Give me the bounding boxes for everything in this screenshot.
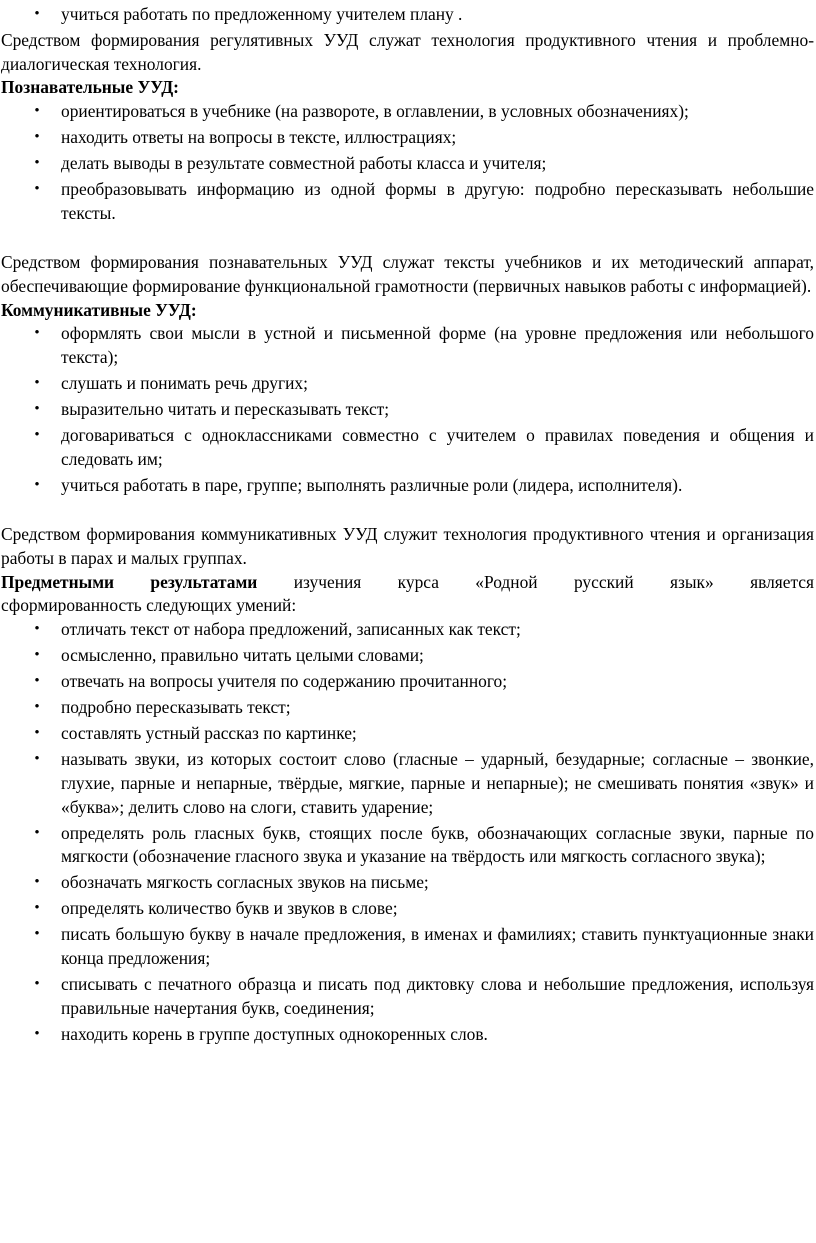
subject-results-intro-text: изучения курса «Родной русский язык» является	[293, 571, 814, 592]
list-item	[1, 644, 814, 668]
cognitive-list	[1, 100, 814, 225]
list-item	[1, 398, 814, 422]
bullet-icon: •	[34, 374, 40, 391]
communicative-means-paragraph: Средством формирования коммуникативных УУД служит технология продуктивного чтения и организация работы в парах и малых группах.	[1, 524, 814, 569]
list-item-text: списывать с печатного образца и писать под диктовку слова и небольшие предложения, используя правильные начертания букв, соединения;	[61, 974, 814, 1018]
list-item-text: обозначать мягкость согласных звуков на письме;	[61, 872, 429, 893]
list-item-text: составлять устный рассказ по картинке;	[61, 723, 357, 744]
bullet-icon: •	[34, 900, 40, 917]
list-item	[1, 973, 814, 1020]
list-item	[1, 178, 814, 225]
bullet-icon: •	[34, 824, 40, 841]
list-item	[1, 897, 814, 921]
list-item-text: находить ответы на вопросы в тексте, иллюстрациях;	[61, 126, 457, 147]
list-item-text: ориентироваться в учебнике (на развороте, в оглавлении, в условных обозначениях);	[61, 100, 689, 121]
list-item-text: выразительно читать и пересказывать текст;	[61, 399, 390, 419]
bullet-icon: •	[34, 181, 40, 198]
subject-results-intro-continued: сформированность следующих умений:	[1, 595, 297, 616]
cognitive-means-paragraph: Средством формирования познавательных УУД служат тексты учебников и их методический аппарат, обеспечивающие формирование функциональной грамотности (первичных навыков работы с информацией).	[1, 252, 814, 297]
list-item-text: договариваться с одноклассниками совместно с учителем о правилах поведения и общения и следовать им;	[61, 425, 814, 469]
bullet-icon: •	[34, 620, 40, 637]
subject-list	[1, 618, 814, 1047]
list-item	[1, 618, 814, 642]
list-item	[1, 322, 814, 369]
list-item-text: учиться работать в паре, группе; выполнять различные роли (лидера, исполнителя).	[61, 474, 683, 495]
list-item	[1, 152, 814, 176]
list-item	[1, 696, 814, 720]
list-item-text: определять количество букв и звуков в слове;	[61, 898, 398, 919]
bullet-icon: •	[34, 725, 40, 742]
bullet-icon: •	[34, 646, 40, 663]
list-item	[1, 372, 814, 396]
subject-results-intro	[1, 571, 814, 595]
list-item	[1, 126, 814, 150]
bullet-icon: •	[34, 325, 40, 342]
bullet-icon: •	[34, 427, 40, 444]
list-item-text: преобразовывать информацию из одной формы в другую: подробно пересказывать небольшие тексты.	[61, 179, 814, 223]
bullet-icon: •	[34, 699, 40, 716]
list-item	[1, 923, 814, 970]
bullet-icon: •	[34, 926, 40, 943]
bullet-icon: •	[34, 401, 40, 417]
communicative-heading: Коммуникативные УУД:	[1, 299, 197, 320]
list-item	[1, 3, 814, 27]
list-item	[1, 1023, 814, 1047]
bullet-icon: •	[34, 1025, 40, 1042]
regulative-means-paragraph: Средством формирования регулятивных УУД служат технология продуктивного чтения и проблемно-диалогическая технология.	[1, 30, 814, 74]
list-item	[1, 474, 814, 498]
bullet-icon: •	[34, 976, 40, 993]
list-item	[1, 871, 814, 895]
bullet-icon: •	[34, 102, 40, 119]
list-item-text: писать большую букву в начале предложения, в именах и фамилиях; ставить пунктуационные знаки конца предложения;	[61, 924, 814, 969]
list-item-text: осмысленно, правильно читать целыми словами;	[61, 644, 424, 665]
list-item	[1, 424, 814, 471]
bullet-icon: •	[34, 751, 40, 768]
list-item-text: отличать текст от набора предложений, записанных как текст;	[61, 618, 521, 639]
list-item-text: находить корень в группе доступных однокоренных слов.	[61, 1023, 488, 1044]
list-item-text: отвечать на вопросы учителя по содержанию прочитанного;	[61, 671, 508, 692]
bullet-icon: •	[34, 155, 40, 172]
list-item	[1, 670, 814, 694]
subject-results-lead: Предметными результатами	[1, 571, 258, 592]
list-item	[1, 748, 814, 819]
communicative-list	[1, 322, 814, 497]
bullet-icon: •	[34, 128, 40, 145]
list-item-text: делать выводы в результате совместной работы класса и учителя;	[61, 153, 547, 174]
list-item-text: называть звуки, из которых состоит слово (гласные – ударный, безударные; согласные – звонкие, глухие, парные и непарные, твёрдые, мягкие, парные и непарные); не смешивать понятия «звук» и «буква»; делить слово на слоги, ставить ударение;	[61, 749, 814, 817]
list-item-text: слушать и понимать речь других;	[61, 372, 308, 393]
list-item-text: оформлять свои мысли в устной и письменной форме (на уровне предложения или небольшого текста);	[61, 323, 814, 367]
list-item-text: учиться работать по предложенному учителем плану .	[61, 4, 463, 24]
list-item-text: подробно пересказывать текст;	[61, 697, 291, 718]
list-item	[1, 722, 814, 746]
list-item-text: определять роль гласных букв, стоящих после букв, обозначающих согласные звуки, парные по мягкости (обозначение гласного звука и указание на твёрдость или мягкость согласного звука);	[61, 822, 814, 867]
list-item	[1, 822, 814, 869]
top-list	[1, 3, 814, 27]
bullet-icon: •	[34, 6, 40, 22]
bullet-icon: •	[34, 476, 40, 493]
blank-line	[1, 228, 814, 252]
bullet-icon: •	[34, 673, 40, 690]
blank-line	[1, 500, 814, 524]
bullet-icon: •	[34, 874, 40, 891]
list-item	[1, 100, 814, 124]
cognitive-heading: Познавательные УУД:	[1, 77, 179, 98]
